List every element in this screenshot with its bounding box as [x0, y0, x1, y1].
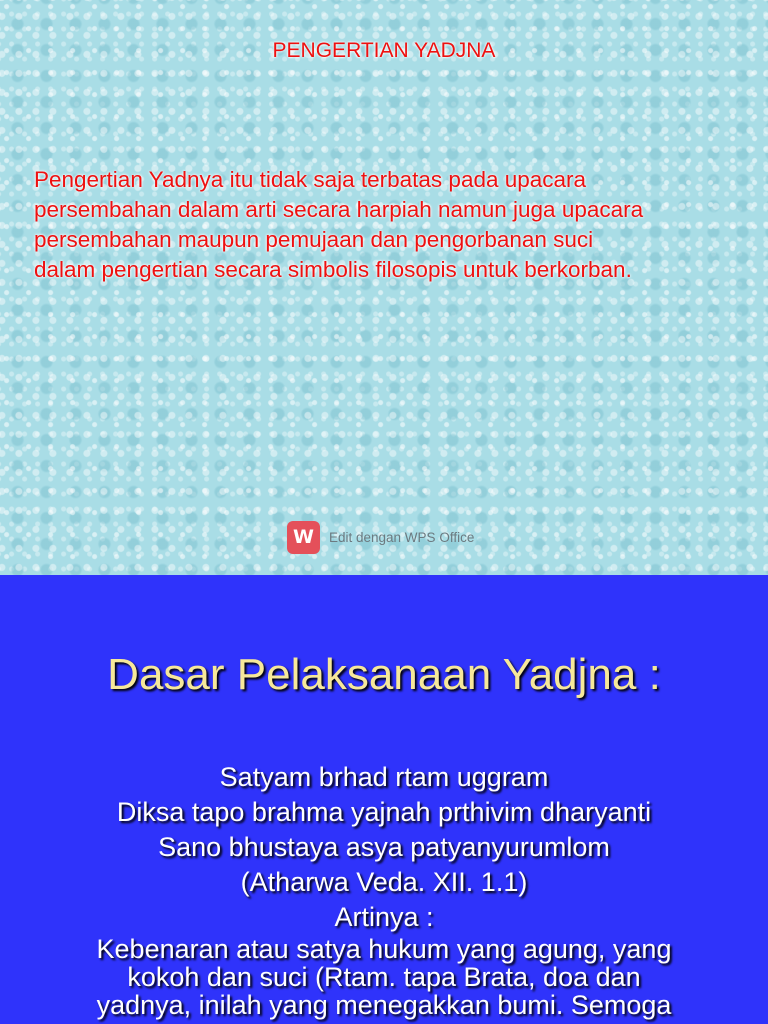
verse-citation: (Atharwa Veda. XII. 1.1) [240, 867, 528, 897]
translation-line: kokoh dan suci (Rtam. tapa Brata, doa dan [127, 962, 641, 992]
watermark-text: Edit dengan WPS Office [329, 529, 475, 545]
verse-line: Satyam brhad rtam uggram [219, 762, 549, 792]
translation-line: yadnya, inilah yang menegakkan bumi. Semoga [96, 990, 672, 1020]
verse-block [34, 760, 734, 1019]
paragraph-line: Pengertian Yadnya itu tidak saja terbatas pada upacara [34, 167, 587, 192]
slide-title: PENGERTIAN YADJNA [272, 39, 496, 62]
verse-line: Diksa tapo brahma yajnah prthivim dharyanti [116, 797, 652, 827]
slide-title: Dasar Pelaksanaan Yadjna : [107, 650, 661, 699]
wps-office-icon: W [287, 521, 320, 554]
paragraph-line: persembahan dalam arti secara harpiah namun juga upacara [34, 197, 644, 222]
slide-dasar-pelaksanaan [0, 575, 768, 1024]
wps-watermark[interactable] [287, 520, 474, 554]
paragraph-line: dalam pengertian secara simbolis filosopis untuk berkorban. [34, 257, 632, 282]
verse-line: Sano bhustaya asya patyanyurumlom [158, 832, 610, 862]
paragraph-line: persembahan maupun pemujaan dan pengorbanan suci [34, 227, 594, 252]
definition-paragraph [34, 165, 734, 285]
meaning-heading: Artinya : [334, 902, 434, 932]
translation-line: Kebenaran atau satya hukum yang agung, yang [96, 934, 672, 964]
